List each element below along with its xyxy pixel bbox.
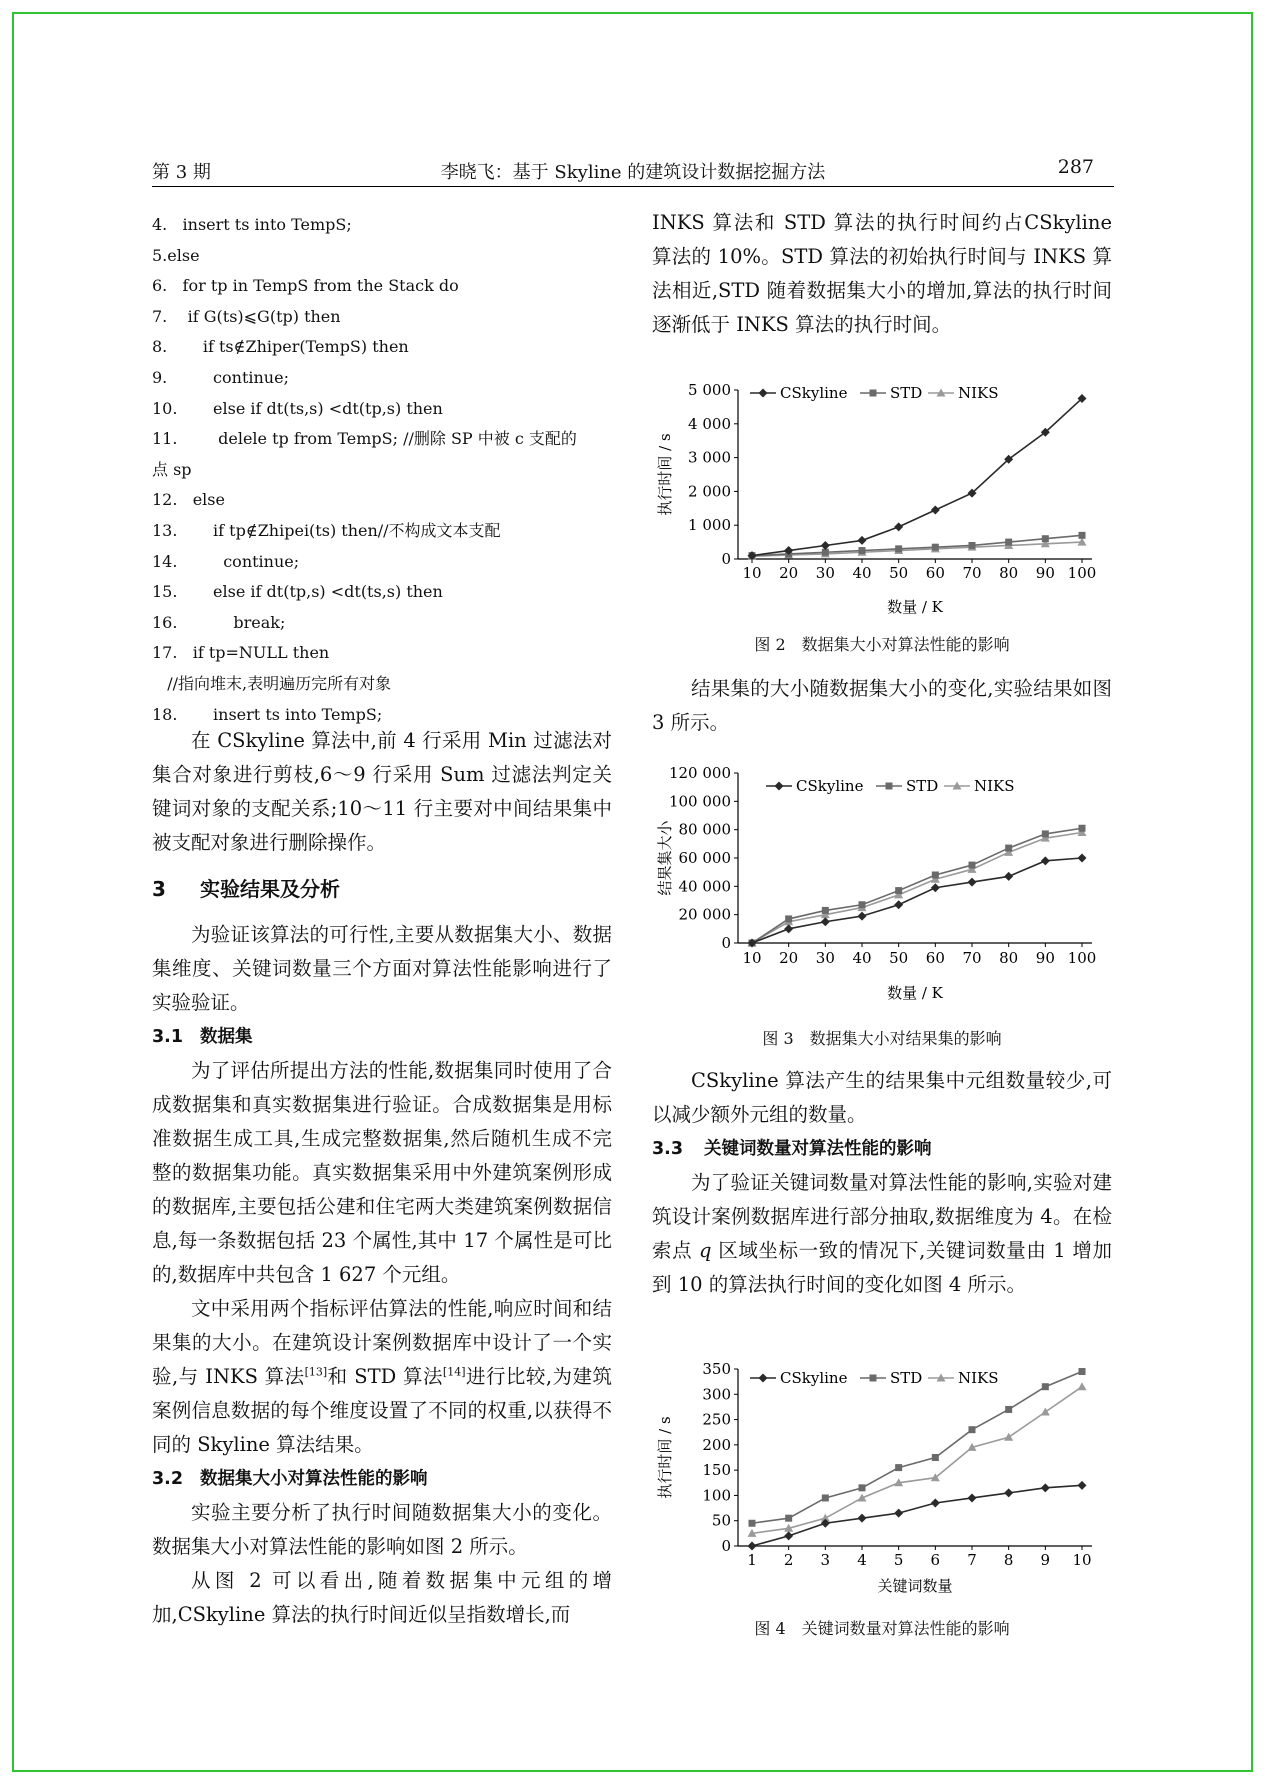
y-tick-label: 1 000 <box>688 516 731 535</box>
data-point-std <box>1042 1383 1049 1390</box>
legend-marker <box>759 389 768 398</box>
data-point-cskyline <box>931 1499 940 1508</box>
paragraph: 为了评估所提出方法的性能,数据集同时使用了合成数据集和真实数据集进行验证。合成数据集是用标准数据生成工具,生成完整数据集,然后随机生成不完整的数据集功能。真实数据集采用中外建筑案例形成的数据库,主要包括公建和住宅两大类建筑案例数据信息,每一条数据包括 23 个属性,其中 17 个属性是可比的,数据库中共包含 1 627 个元组。 <box>152 1059 612 1286</box>
y-tick-label: 0 <box>721 934 731 952</box>
figure-3-chart <box>652 758 1102 1008</box>
data-point-cskyline <box>1078 854 1087 863</box>
x-tick-label: 100 <box>1067 949 1097 967</box>
data-point-cskyline <box>821 541 830 550</box>
subsection-heading: 3.2 数据集大小对算法性能的影响 <box>152 1469 428 1489</box>
paragraph: 实验主要分析了执行时间随数据集大小的变化。数据集大小对算法性能的影响如图 2 所示。 <box>152 1501 612 1558</box>
data-point-cskyline <box>858 1514 867 1523</box>
y-tick-label: 150 <box>702 1461 731 1480</box>
x-tick-label: 10 <box>1072 1551 1092 1569</box>
code-line: //指向堆末,表明遍历完所有对象 <box>152 673 392 693</box>
legend-marker <box>870 390 877 397</box>
paragraph: 结果集的大小随数据集大小的变化,实验结果如图 3 所示。 <box>652 677 1112 734</box>
algorithm-listing <box>152 210 612 730</box>
code-line: 16. break; <box>152 612 286 632</box>
legend-label: CSkyline <box>796 777 864 795</box>
x-tick-label: 4 <box>857 1551 867 1569</box>
code-line: 13. if tp∉Zhipei(ts) then//不构成文本支配 <box>152 520 501 540</box>
y-tick-label: 2 000 <box>688 482 731 501</box>
data-point-cskyline <box>894 1509 903 1518</box>
data-point-std <box>859 547 866 554</box>
x-tick-label: 30 <box>815 949 835 967</box>
x-tick-label: 40 <box>852 564 872 582</box>
data-point-cskyline <box>748 1542 757 1551</box>
y-tick-label: 250 <box>702 1410 731 1429</box>
figure-3-caption: 图 3 数据集大小对结果集的影响 <box>762 1029 1002 1048</box>
x-axis-label: 关键词数量 <box>877 1577 953 1595</box>
code-line: 15. else if dt(tp,s) <dt(ts,s) then <box>152 582 443 602</box>
data-point-std <box>1079 825 1086 832</box>
x-tick-label: 70 <box>962 949 982 967</box>
series-line-cskyline <box>752 398 1082 555</box>
figure-4-caption: 图 4 关键词数量对算法性能的影响 <box>754 1619 1010 1638</box>
data-point-std <box>932 1454 939 1461</box>
legend-label: CSkyline <box>780 384 848 402</box>
series-line-std <box>752 535 1082 555</box>
y-axis-label: 执行时间 / s <box>656 433 674 516</box>
running-header <box>152 152 1114 187</box>
data-point-std <box>969 1426 976 1433</box>
code-line: 点 sp <box>152 459 192 479</box>
x-tick-label: 7 <box>967 1551 977 1569</box>
right-column-middle <box>652 672 1112 740</box>
y-tick-label: 0 <box>721 550 731 568</box>
x-tick-label: 90 <box>1035 949 1055 967</box>
code-line: 9. continue; <box>152 367 289 387</box>
data-point-std <box>1005 539 1012 546</box>
code-line: 7. if G(ts)⩽G(tp) then <box>152 306 341 326</box>
data-point-cskyline <box>968 878 977 887</box>
legend-marker <box>759 1374 768 1383</box>
paragraph: INKS 算法和 STD 算法的执行时间约占CSkyline 算法的 10%。STD 算法的初始执行时间与 INKS 算法相近,STD 随着数据集大小的增加,算法的执行时间逐渐低于 INKS 算法的执行时间。 <box>652 211 1112 336</box>
series-line-cskyline <box>752 1485 1082 1546</box>
legend-label: NIKS <box>958 384 999 402</box>
code-line: 17. if tp=NULL then <box>152 643 330 663</box>
data-point-std <box>785 1515 792 1522</box>
figure-2-caption: 图 2 数据集大小对算法性能的影响 <box>754 635 1010 654</box>
section-heading: 3 实验结果及分析 <box>152 877 340 901</box>
data-point-std <box>1079 532 1086 539</box>
y-tick-label: 4 000 <box>688 414 731 433</box>
legend-marker <box>870 1375 877 1382</box>
x-tick-label: 3 <box>820 1551 831 1569</box>
x-tick-label: 6 <box>930 1551 941 1569</box>
x-tick-label: 70 <box>962 564 982 582</box>
data-point-std <box>969 542 976 549</box>
x-tick-label: 40 <box>852 949 872 967</box>
y-axis-label: 结果集大小 <box>656 820 674 896</box>
x-tick-label: 60 <box>925 949 945 967</box>
data-point-cskyline <box>858 536 867 545</box>
x-tick-label: 5 <box>893 1551 904 1569</box>
y-tick-label: 200 <box>702 1435 731 1454</box>
right-column-top <box>652 206 1112 342</box>
data-point-cskyline <box>931 883 940 892</box>
data-point-std <box>822 907 829 914</box>
citation: [13] <box>304 1365 328 1379</box>
x-tick-label: 9 <box>1040 1551 1051 1569</box>
code-line: 4. insert ts into TempS; <box>152 215 352 234</box>
y-tick-label: 20 000 <box>678 905 731 924</box>
x-tick-label: 10 <box>742 949 762 967</box>
y-tick-label: 300 <box>702 1385 731 1404</box>
data-point-niks <box>1004 1433 1013 1441</box>
legend-label: CSkyline <box>780 1369 848 1387</box>
data-point-cskyline <box>821 917 830 926</box>
data-point-std <box>895 545 902 552</box>
data-point-std <box>932 872 939 879</box>
data-point-niks <box>1078 1382 1087 1390</box>
code-line: 11. delele tp from TempS; //删除 SP 中被 c 支配的 <box>152 429 577 449</box>
x-tick-label: 20 <box>779 949 799 967</box>
x-tick-label: 100 <box>1067 564 1097 582</box>
data-point-cskyline <box>1078 1481 1087 1490</box>
paragraph: 为了验证关键词数量对算法性能的影响,实验对建筑设计案例数据库进行部分抽取,数据维度为 4。在检索点 q 区域坐标一致的情况下,关键词数量由 1 增加到 10 的算法执行时间的变化如图 4 所示。 <box>652 1171 1112 1296</box>
page-number: 287 <box>1057 156 1094 178</box>
data-point-cskyline <box>1004 1488 1013 1497</box>
data-point-std <box>749 1520 756 1527</box>
paragraph: 在 CSkyline 算法中,前 4 行采用 Min 过滤法对集合对象进行剪枝,6～9 行采用 Sum 过滤法判定关键词对象的支配关系;10～11 行主要对中间结果集中被支配对象进行删除操作。 <box>152 729 612 854</box>
x-tick-label: 80 <box>999 949 1019 967</box>
data-point-std <box>859 901 866 908</box>
data-point-cskyline <box>858 912 867 921</box>
x-axis-label: 数量 / K <box>887 598 943 615</box>
data-point-cskyline <box>1004 872 1013 881</box>
running-title: 李晓飞：基于 Skyline 的建筑设计数据挖掘方法 <box>440 162 826 183</box>
x-tick-label: 20 <box>779 564 799 582</box>
figure-2-chart <box>652 375 1102 615</box>
data-point-cskyline <box>784 924 793 933</box>
x-tick-label: 50 <box>889 564 909 582</box>
data-point-std <box>822 1494 829 1501</box>
data-point-cskyline <box>968 1493 977 1502</box>
data-point-std <box>932 544 939 551</box>
paragraph: 为验证该算法的可行性,主要从数据集大小、数据集维度、关键词数量三个方面对算法性能影响进行了实验验证。 <box>152 923 612 1014</box>
x-tick-label: 50 <box>889 949 909 967</box>
legend-label: NIKS <box>958 1369 999 1387</box>
x-tick-label: 2 <box>783 1551 794 1569</box>
code-line: 12. else <box>152 490 225 510</box>
x-tick-label: 1 <box>747 1551 757 1569</box>
data-point-std <box>1042 830 1049 837</box>
subsection-heading: 3.1 数据集 <box>152 1027 253 1047</box>
series-line-cskyline <box>752 858 1082 943</box>
data-point-std <box>859 1484 866 1491</box>
y-tick-label: 5 000 <box>688 381 731 399</box>
left-column <box>152 724 612 1632</box>
x-tick-label: 8 <box>1003 1551 1014 1569</box>
data-point-cskyline <box>1041 1483 1050 1492</box>
series-line-std <box>752 1372 1082 1524</box>
data-point-std <box>1005 1406 1012 1413</box>
legend-label: STD <box>890 1369 923 1387</box>
data-point-std <box>785 915 792 922</box>
issue-number: 第 3 期 <box>152 162 211 183</box>
y-tick-label: 80 000 <box>678 820 731 839</box>
data-point-std <box>895 887 902 894</box>
x-tick-label: 10 <box>742 564 762 582</box>
figure-4-chart <box>652 1354 1102 1599</box>
data-point-cskyline <box>894 900 903 909</box>
data-point-cskyline <box>784 1531 793 1540</box>
data-point-std <box>1079 1368 1086 1375</box>
code-line: 8. if ts∉Zhiper(TempS) then <box>152 337 409 357</box>
paragraph: CSkyline 算法产生的结果集中元组数量较少,可以减少额外元组的数量。 <box>652 1069 1112 1126</box>
data-point-std <box>1042 535 1049 542</box>
y-axis-label: 执行时间 / s <box>656 1416 674 1499</box>
data-point-std <box>969 862 976 869</box>
legend-label: NIKS <box>974 777 1015 795</box>
subsection-heading: 3.3 关键词数量对算法性能的影响 <box>652 1139 932 1159</box>
legend-marker <box>775 782 784 791</box>
paragraph: 文中采用两个指标评估算法的性能,响应时间和结果集的大小。在建筑设计案例数据库中设计了一个实验,与 INKS 算法[13]和 STD 算法[14]进行比较,为建筑案例信息数据的每个维度设置了不同的权重,以获得不同的 Skyline 算法结果。 <box>152 1297 612 1456</box>
legend-label: STD <box>906 777 939 795</box>
y-tick-label: 100 <box>702 1486 731 1505</box>
data-point-cskyline <box>931 505 940 514</box>
code-line: 6. for tp in TempS from the Stack do <box>152 276 459 296</box>
y-tick-label: 100 000 <box>668 792 731 811</box>
code-line: 5.else <box>152 245 200 265</box>
legend-marker <box>886 783 893 790</box>
y-tick-label: 120 000 <box>668 764 731 782</box>
y-tick-label: 350 <box>702 1360 731 1378</box>
legend-label: STD <box>890 384 923 402</box>
code-line: 14. continue; <box>152 551 300 571</box>
x-tick-label: 60 <box>925 564 945 582</box>
paragraph: 从图 2 可以看出,随着数据集中元组的增加,CSkyline 算法的执行时间近似呈指数增长,而 <box>152 1569 612 1626</box>
y-tick-label: 50 <box>711 1511 731 1530</box>
code-line: 18. insert ts into TempS; <box>152 704 383 724</box>
right-column-lower <box>652 1064 1112 1302</box>
x-axis-label: 数量 / K <box>887 984 943 1002</box>
data-point-cskyline <box>1041 856 1050 865</box>
data-point-niks <box>1041 1407 1050 1415</box>
x-tick-label: 90 <box>1035 564 1055 582</box>
data-point-cskyline <box>894 522 903 531</box>
x-tick-label: 30 <box>815 564 835 582</box>
code-line: 10. else if dt(ts,s) <dt(tp,s) then <box>152 398 443 418</box>
y-tick-label: 60 000 <box>678 849 731 867</box>
data-point-std <box>895 1464 902 1471</box>
citation: [14] <box>442 1365 466 1379</box>
y-tick-label: 0 <box>721 1537 731 1555</box>
y-tick-label: 3 000 <box>688 448 731 467</box>
y-tick-label: 40 000 <box>678 877 731 896</box>
x-tick-label: 80 <box>999 564 1019 582</box>
data-point-std <box>1005 845 1012 852</box>
